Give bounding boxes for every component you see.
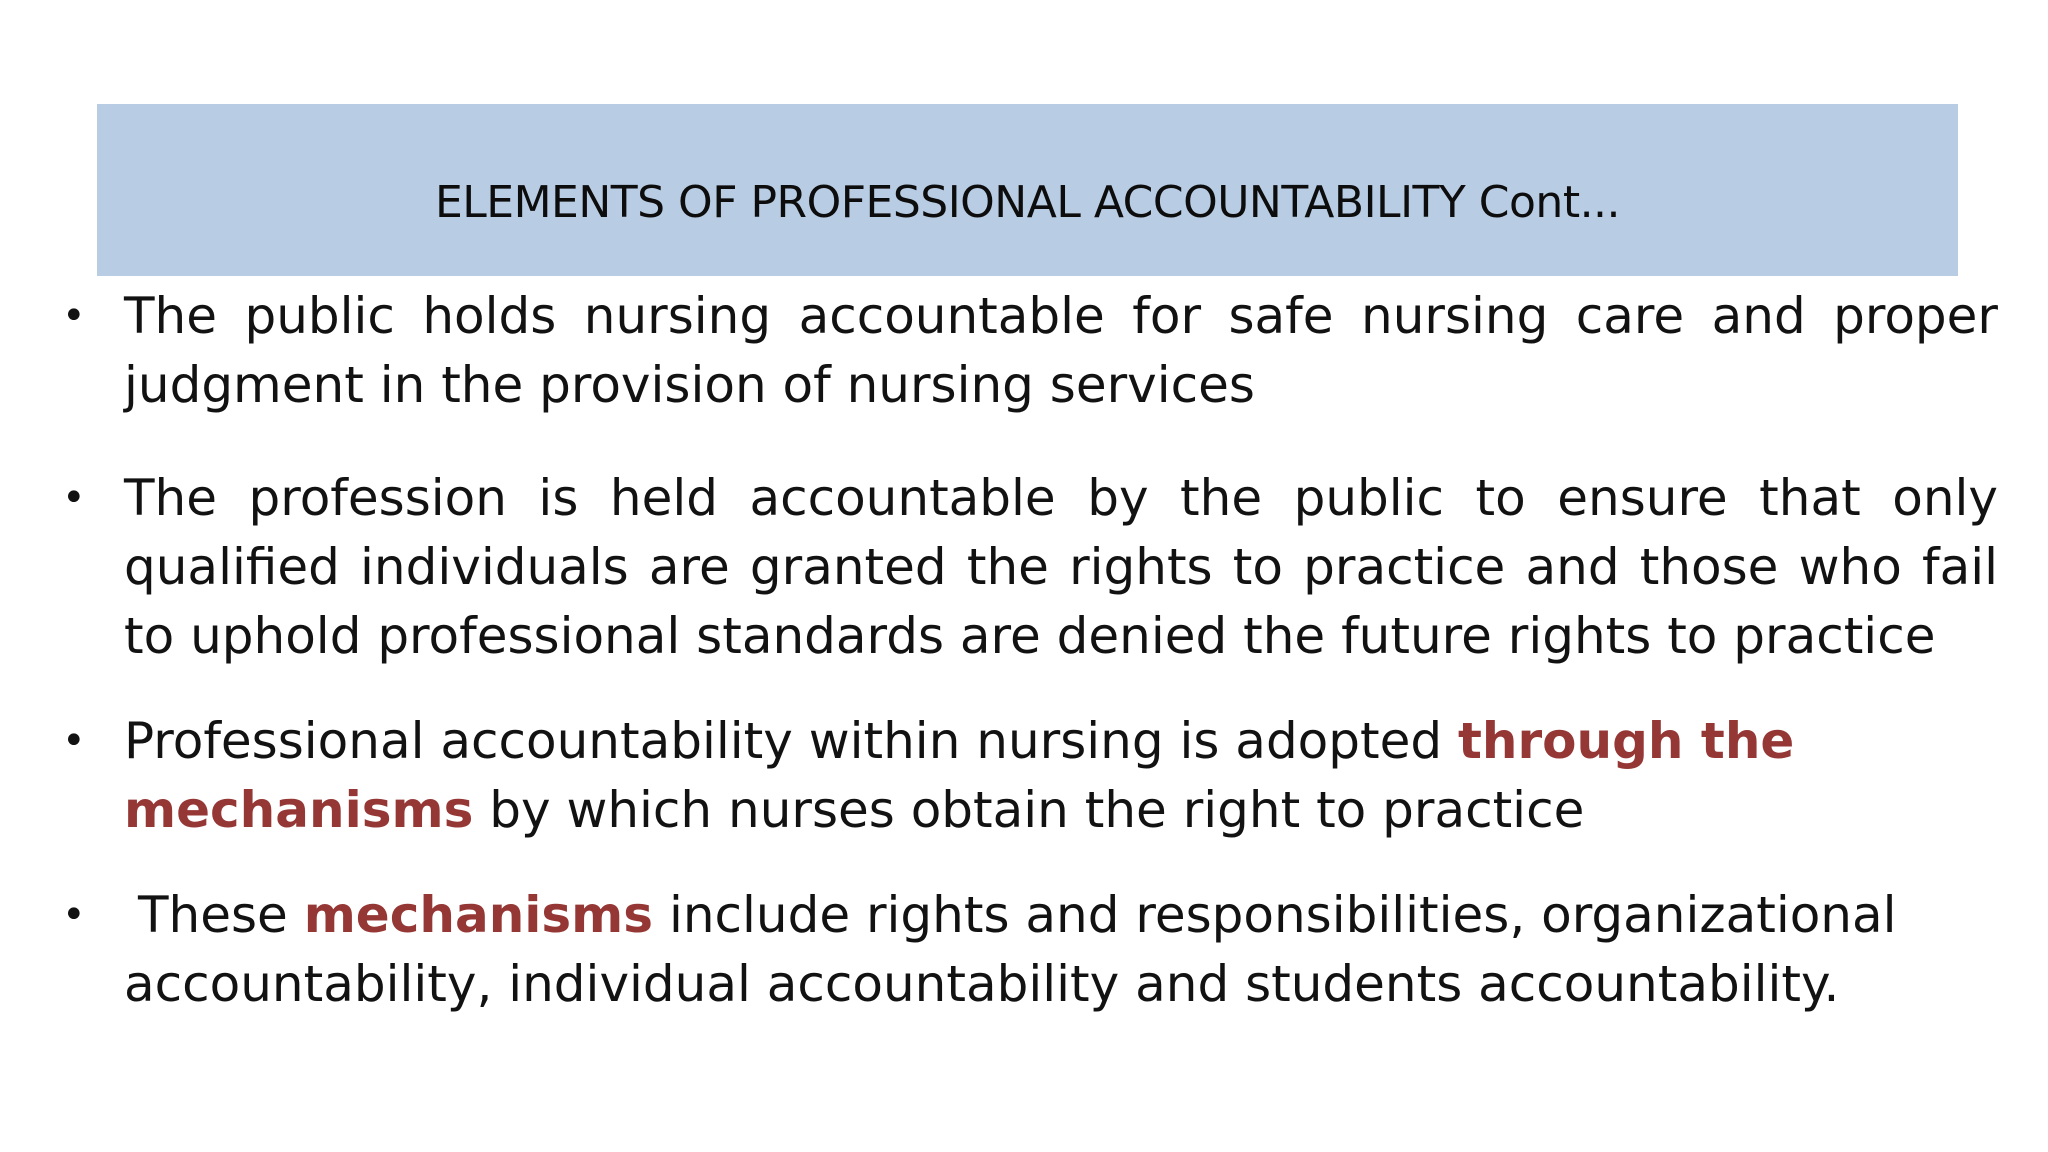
bullet-dot-icon: • [62, 892, 86, 938]
bullet-text-end: include rights and responsibilities, organizational accountability, individual accountability and students accountability. [124, 886, 1897, 1013]
bullet-item [62, 464, 1998, 671]
bullet-dot-icon: • [62, 475, 86, 521]
bullet-text: The profession is held accountable by the public to ensure that only qualified individuals are granted the rights to practice and those who fail to uphold professional standards are denied the future rights to practice [124, 469, 1998, 665]
title-band [97, 104, 1958, 276]
bullet-item [62, 707, 1998, 845]
bullet-highlight: mechanisms [303, 886, 654, 944]
bullet-list [62, 282, 1998, 1019]
bullet-text-start: Professional accountability within nursing is adopted [124, 712, 1459, 770]
bullet-text: The public holds nursing accountable for safe nursing care and proper judgment in the provision of nursing services [124, 287, 1998, 414]
bullet-text-end: by which nurses obtain the right to practice [473, 781, 1585, 839]
bullet-highlight: through the mechanisms [124, 712, 1795, 839]
bullet-dot-icon: • [62, 293, 86, 339]
slide-title: ELEMENTS OF PROFESSIONAL ACCOUNTABILITY Cont... [434, 176, 1621, 228]
bullet-item [62, 282, 1998, 420]
bullet-item [62, 881, 1998, 1019]
bullet-text-start: These [138, 886, 304, 944]
bullet-dot-icon: • [62, 718, 86, 764]
